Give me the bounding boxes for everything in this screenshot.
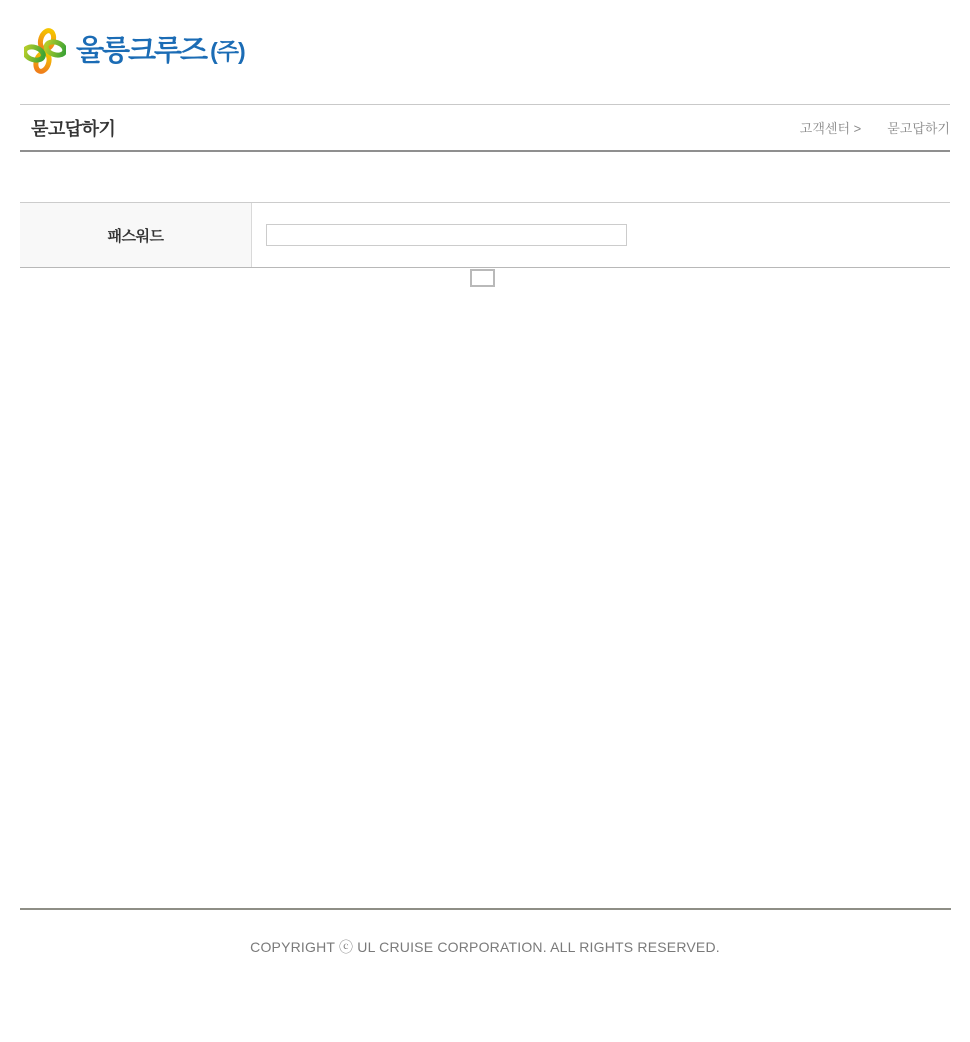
page-title: 묻고답하기: [31, 118, 116, 139]
title-bar: [20, 104, 950, 152]
brand-name: 울릉크루즈: [76, 34, 207, 67]
password-label: 패스워드: [107, 227, 164, 245]
pinwheel-flower-icon: [24, 28, 66, 74]
copyright-text: COPYRIGHT ⓒ UL CRUISE CORPORATION. ALL RIGHTS RESERVED.: [250, 939, 720, 955]
password-input-cell: [252, 203, 950, 267]
brand-suffix: (주): [210, 37, 245, 64]
breadcrumb: [800, 118, 950, 137]
password-label-cell: [20, 203, 252, 267]
footer-divider: [20, 908, 951, 910]
password-table: [20, 202, 950, 268]
breadcrumb-parent[interactable]: 고객센터 >: [799, 121, 862, 136]
breadcrumb-current: 묻고답하기: [887, 121, 950, 136]
brand-logo[interactable]: [24, 28, 245, 74]
submit-button[interactable]: [470, 269, 495, 287]
password-input[interactable]: [266, 224, 627, 246]
